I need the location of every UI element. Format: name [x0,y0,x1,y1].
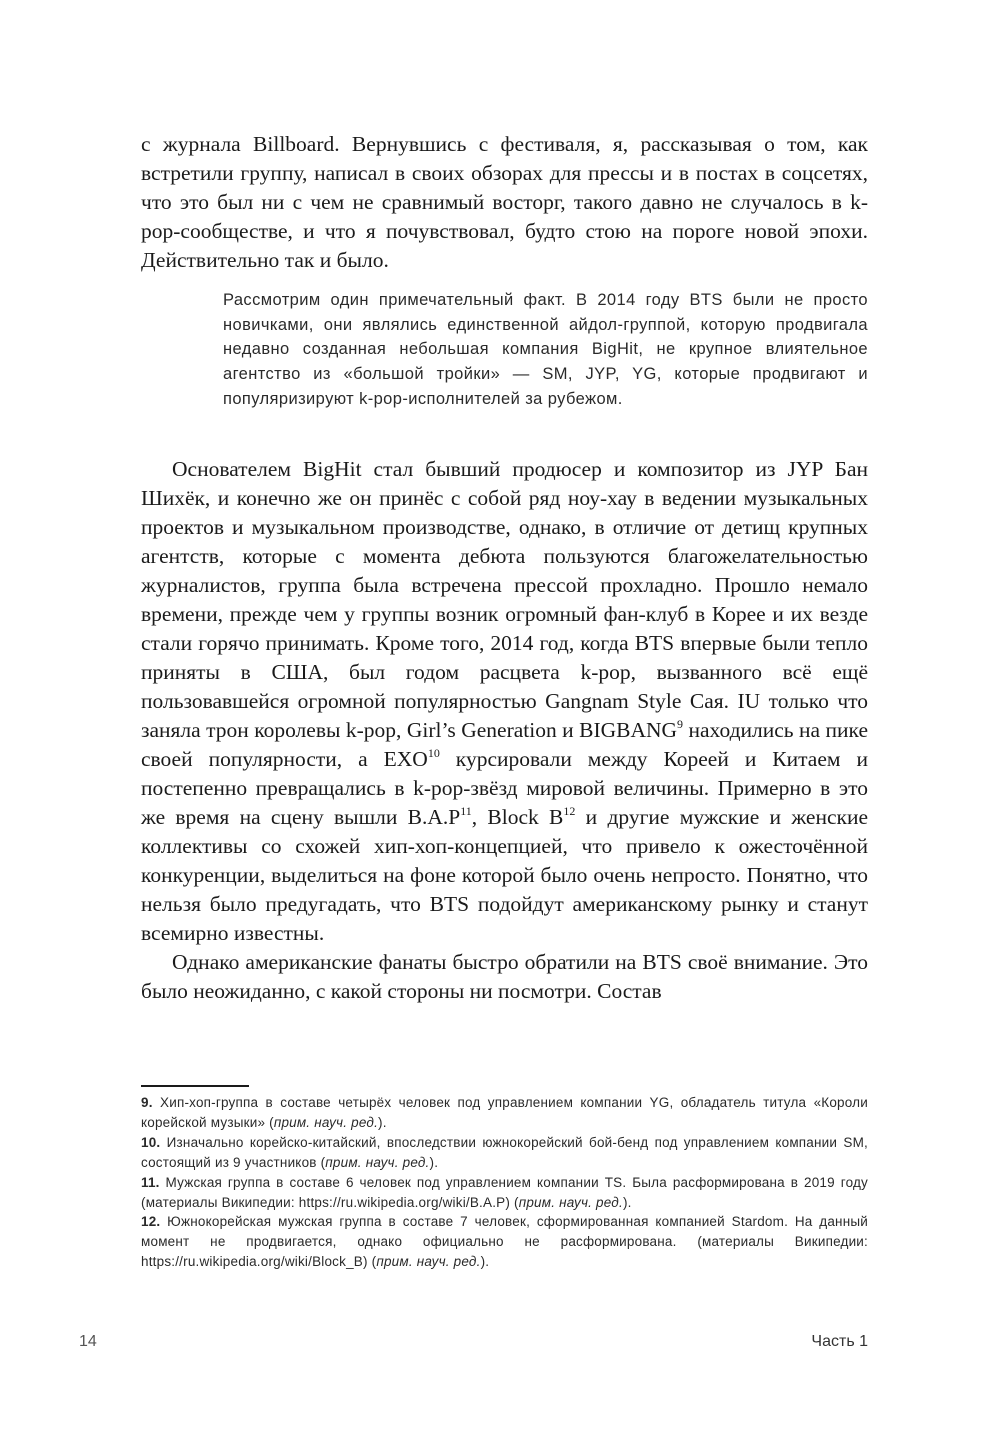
paragraph-text-part: Основателем BigHit стал бывший продюсер и композитор из JYP Бан Шихёк, и конечно же он принёс с собой ряд ноу-хау в ведении музыкальных проектов и музыкальном производстве, однако, в отличие от детищ крупных агентств, которые с момента дебюта пользуются благожелательностью журналистов, группа была встречена прессой прохладно. Прошло немало времени, прежде чем у группы возник огромный фан-клуб в Корее и их везде стали горячо принимать. Кроме того, 2014 год, когда BTS впервые были тепло приняты в США, был годом расцвета k-pop, вызванного всё ещё пользовавшейся огромной популярностью Gangnam Style Сая. IU только что заняла трон королевы k-pop, Girl’s Generation и BIGBANG [141,457,868,742]
footnote-editor-note: прим. науч. ред. [376,1254,481,1270]
footnote-editor-note: прим. науч. ред. [273,1114,379,1130]
page-number: 14 [79,1333,97,1350]
paragraph-text-part: , Block B [471,805,564,829]
footnote-ref-10[interactable]: 10 [427,746,440,760]
footnote-number: 9. [141,1095,153,1110]
footnote-editor-note: прим. науч. ред. [325,1154,430,1170]
footnote-ref-11[interactable]: 11 [460,804,472,818]
footnote-end: ). [622,1194,632,1210]
footnote-number: 11. [141,1174,160,1190]
footnote-text: Хип-хоп-группа в составе четырёх человек под управлением компании YG, обладатель титула «Короли корейской музыки» ( [141,1095,868,1130]
footnote-ref-12[interactable]: 12 [563,804,576,818]
sidebar-quote: Рассмотрим один примечательный факт. В 2014 году BTS были не просто новичками, они являлись единственной айдол-группой, которую продвигала недавно созданная небольшая компания BigHit, не крупное влиятельное агентство из «большой тройки» — SM, JYP, YG, которые продвигают и популяризируют k-pop-исполнителей за рубежом. [223,291,868,408]
paragraph-text-part: курсировали между Кореей и Китаем и постепенно превращались в k-pop-звёзд мировой величины. Примерно в это же время на сцену вышли B.A.P [141,747,868,829]
paragraph-text-part: находились на пике своей популярности, а EXO [141,718,868,771]
footnote-12 [141,1212,868,1272]
footnotes [141,1093,868,1272]
footnote-text: Южнокорейская мужская группа в составе 7 человек, сформированная компанией Stardom. На данный момент не продвигается, однако официально не расформирована. (материалы Википедии: https://ru.wikipedia.org/wiki/Block_B) ( [141,1214,869,1270]
running-footer: Часть 1 [811,1333,868,1350]
footnote-number: 12. [141,1214,161,1230]
footnote-divider [141,1085,249,1087]
body-paragraph [141,455,868,948]
footnote-9 [141,1093,868,1133]
footnote-ref-9[interactable]: 9 [677,717,684,731]
footnote-text: Изначально корейско-китайский, впоследствии южнокорейский бой-бенд под управлением компании SM, состоящий из 9 участников ( [141,1134,868,1170]
footnote-10 [141,1133,868,1173]
footnote-end: ). [378,1114,387,1130]
footnote-end: ). [480,1254,490,1270]
footnote-end: ). [429,1154,439,1170]
paragraph-text: с журнала Billboard. Вернувшись с фестиваля, я, рассказывая о том, как встретили группу, написал в своих обзорах для прессы и в постах в соцсетях, что это был ни с чем не сравнимый восторг, такого давно не случалось в k-pop-сообществе, и что я почувствовал, будто стою на пороге новой эпохи. Действительно так и было. [141,132,868,272]
body-paragraph: Однако американские фанаты быстро обратили на BTS своё внимание. Это было неожиданно, с какой стороны ни посмотри. Состав [141,950,868,1003]
main-text [141,455,868,1006]
body-paragraph-continued [141,130,868,275]
footnote-number: 10. [141,1134,161,1150]
footnote-11 [141,1173,868,1213]
footnote-editor-note: прим. науч. ред. [518,1194,623,1210]
paragraph-text-part: и другие мужские и женские коллективы со схожей хип-хоп-концепцией, что привело к ожесточённой конкуренции, выделиться на фоне которой было очень непросто. Понятно, что нельзя было предугадать, что BTS подойдут американскому рынку и станут всемирно известны. [141,805,868,945]
footnote-text: Мужская группа в составе 6 человек под управлением компании TS. Была расформирована в 2019 году (материалы Википедии: https://ru.wikipedia.org/wiki/B.A.P) ( [141,1174,869,1210]
